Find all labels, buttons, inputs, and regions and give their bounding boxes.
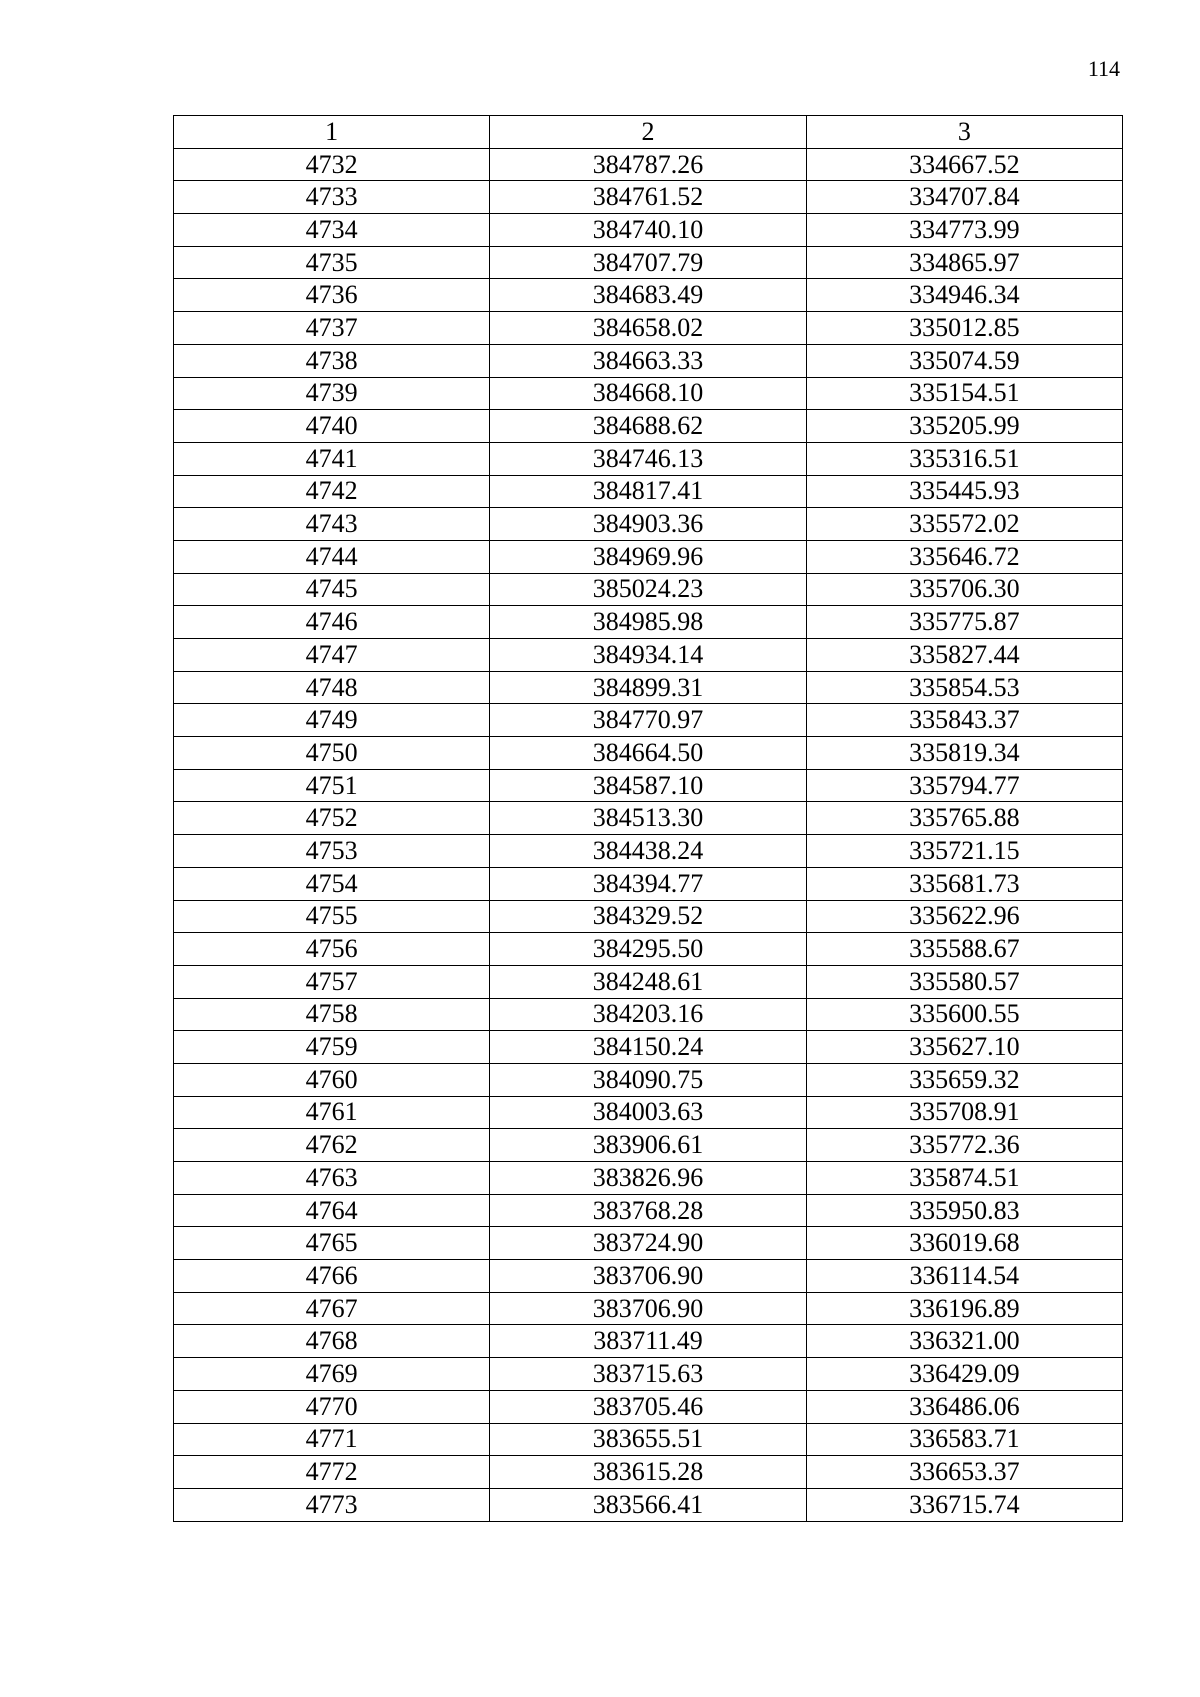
page-number: 114 — [1087, 56, 1120, 81]
table-row — [174, 1096, 1123, 1129]
x-coordinate-cell: 383706.90 — [490, 1260, 806, 1293]
x-coordinate-cell: 384248.61 — [490, 965, 806, 998]
y-coordinate-cell: 336715.74 — [806, 1488, 1122, 1521]
y-coordinate-cell: 336583.71 — [806, 1423, 1122, 1456]
x-coordinate-cell: 383724.90 — [490, 1227, 806, 1260]
table-row — [174, 933, 1123, 966]
y-coordinate-cell: 335843.37 — [806, 704, 1122, 737]
point-number-cell: 4761 — [174, 1096, 490, 1129]
point-number-cell: 4754 — [174, 867, 490, 900]
table-row — [174, 1488, 1123, 1521]
x-coordinate-cell: 384295.50 — [490, 933, 806, 966]
point-number-cell: 4738 — [174, 344, 490, 377]
point-number-cell: 4741 — [174, 442, 490, 475]
x-coordinate-cell: 383711.49 — [490, 1325, 806, 1358]
point-number-cell: 4769 — [174, 1358, 490, 1391]
point-number-cell: 4751 — [174, 769, 490, 802]
point-number-cell: 4753 — [174, 835, 490, 868]
x-coordinate-cell: 383706.90 — [490, 1292, 806, 1325]
table-row — [174, 1260, 1123, 1293]
table-row — [174, 214, 1123, 247]
table-row — [174, 1423, 1123, 1456]
table-header — [174, 116, 1123, 149]
y-coordinate-cell: 335600.55 — [806, 998, 1122, 1031]
point-number-cell: 4749 — [174, 704, 490, 737]
point-number-cell: 4756 — [174, 933, 490, 966]
x-coordinate-cell: 384817.41 — [490, 475, 806, 508]
point-number-cell: 4740 — [174, 410, 490, 443]
y-coordinate-cell: 334865.97 — [806, 246, 1122, 279]
point-number-cell: 4746 — [174, 606, 490, 639]
x-coordinate-cell: 384985.98 — [490, 606, 806, 639]
y-coordinate-cell: 335646.72 — [806, 540, 1122, 573]
y-coordinate-cell: 336019.68 — [806, 1227, 1122, 1260]
point-number-cell: 4732 — [174, 148, 490, 181]
point-number-cell: 4747 — [174, 639, 490, 672]
y-coordinate-cell: 335205.99 — [806, 410, 1122, 443]
x-coordinate-cell: 383615.28 — [490, 1456, 806, 1489]
table-row — [174, 867, 1123, 900]
table-row — [174, 704, 1123, 737]
column-header-2: 2 — [490, 116, 806, 149]
point-number-cell: 4772 — [174, 1456, 490, 1489]
x-coordinate-cell: 384761.52 — [490, 181, 806, 214]
point-number-cell: 4760 — [174, 1063, 490, 1096]
point-number-cell: 4763 — [174, 1162, 490, 1195]
y-coordinate-cell: 334667.52 — [806, 148, 1122, 181]
table-row — [174, 1292, 1123, 1325]
y-coordinate-cell: 335854.53 — [806, 671, 1122, 704]
point-number-cell: 4765 — [174, 1227, 490, 1260]
x-coordinate-cell: 384969.96 — [490, 540, 806, 573]
point-number-cell: 4771 — [174, 1423, 490, 1456]
y-coordinate-cell: 335819.34 — [806, 737, 1122, 770]
point-number-cell: 4758 — [174, 998, 490, 1031]
y-coordinate-cell: 335874.51 — [806, 1162, 1122, 1195]
x-coordinate-cell: 384787.26 — [490, 148, 806, 181]
y-coordinate-cell: 335775.87 — [806, 606, 1122, 639]
table-body — [174, 148, 1123, 1521]
x-coordinate-cell: 384668.10 — [490, 377, 806, 410]
y-coordinate-cell: 336114.54 — [806, 1260, 1122, 1293]
y-coordinate-cell: 335074.59 — [806, 344, 1122, 377]
table-row — [174, 737, 1123, 770]
table-row — [174, 475, 1123, 508]
table-row — [174, 1194, 1123, 1227]
point-number-cell: 4764 — [174, 1194, 490, 1227]
point-number-cell: 4757 — [174, 965, 490, 998]
y-coordinate-cell: 335627.10 — [806, 1031, 1122, 1064]
table-row — [174, 508, 1123, 541]
point-number-cell: 4739 — [174, 377, 490, 410]
x-coordinate-cell: 384903.36 — [490, 508, 806, 541]
x-coordinate-cell: 384003.63 — [490, 1096, 806, 1129]
table-row — [174, 1227, 1123, 1260]
table-row — [174, 1456, 1123, 1489]
y-coordinate-cell: 335708.91 — [806, 1096, 1122, 1129]
x-coordinate-cell: 384090.75 — [490, 1063, 806, 1096]
column-header-3: 3 — [806, 116, 1122, 149]
point-number-cell: 4736 — [174, 279, 490, 312]
point-number-cell: 4773 — [174, 1488, 490, 1521]
x-coordinate-cell: 384394.77 — [490, 867, 806, 900]
x-coordinate-cell: 383655.51 — [490, 1423, 806, 1456]
y-coordinate-cell: 335012.85 — [806, 312, 1122, 345]
point-number-cell: 4759 — [174, 1031, 490, 1064]
point-number-cell: 4762 — [174, 1129, 490, 1162]
x-coordinate-cell: 384203.16 — [490, 998, 806, 1031]
y-coordinate-cell: 335588.67 — [806, 933, 1122, 966]
x-coordinate-cell: 384688.62 — [490, 410, 806, 443]
y-coordinate-cell: 335445.93 — [806, 475, 1122, 508]
table-row — [174, 344, 1123, 377]
y-coordinate-cell: 336486.06 — [806, 1390, 1122, 1423]
table-row — [174, 769, 1123, 802]
x-coordinate-cell: 384746.13 — [490, 442, 806, 475]
table-row — [174, 998, 1123, 1031]
x-coordinate-cell: 384664.50 — [490, 737, 806, 770]
point-number-cell: 4734 — [174, 214, 490, 247]
column-header-1: 1 — [174, 116, 490, 149]
y-coordinate-cell: 335950.83 — [806, 1194, 1122, 1227]
point-number-cell: 4745 — [174, 573, 490, 606]
point-number-cell: 4735 — [174, 246, 490, 279]
table-row — [174, 540, 1123, 573]
y-coordinate-cell: 335681.73 — [806, 867, 1122, 900]
table-row — [174, 802, 1123, 835]
point-number-cell: 4737 — [174, 312, 490, 345]
table-row — [174, 377, 1123, 410]
table-row — [174, 639, 1123, 672]
point-number-cell: 4752 — [174, 802, 490, 835]
point-number-cell: 4742 — [174, 475, 490, 508]
x-coordinate-cell: 384438.24 — [490, 835, 806, 868]
table-row — [174, 312, 1123, 345]
point-number-cell: 4750 — [174, 737, 490, 770]
point-number-cell: 4755 — [174, 900, 490, 933]
table-row — [174, 1162, 1123, 1195]
y-coordinate-cell: 335706.30 — [806, 573, 1122, 606]
table-row — [174, 900, 1123, 933]
table-row — [174, 1129, 1123, 1162]
x-coordinate-cell: 384707.79 — [490, 246, 806, 279]
y-coordinate-cell: 334773.99 — [806, 214, 1122, 247]
point-number-cell: 4770 — [174, 1390, 490, 1423]
x-coordinate-cell: 383906.61 — [490, 1129, 806, 1162]
y-coordinate-cell: 336429.09 — [806, 1358, 1122, 1391]
x-coordinate-cell: 383826.96 — [490, 1162, 806, 1195]
table-row — [174, 181, 1123, 214]
x-coordinate-cell: 383566.41 — [490, 1488, 806, 1521]
x-coordinate-cell: 384770.97 — [490, 704, 806, 737]
x-coordinate-cell: 384587.10 — [490, 769, 806, 802]
point-number-cell: 4768 — [174, 1325, 490, 1358]
table-row — [174, 1063, 1123, 1096]
table-row — [174, 1358, 1123, 1391]
x-coordinate-cell: 384513.30 — [490, 802, 806, 835]
y-coordinate-cell: 336653.37 — [806, 1456, 1122, 1489]
table-row — [174, 279, 1123, 312]
point-number-cell: 4766 — [174, 1260, 490, 1293]
y-coordinate-cell: 335580.57 — [806, 965, 1122, 998]
x-coordinate-cell: 384150.24 — [490, 1031, 806, 1064]
point-number-cell: 4767 — [174, 1292, 490, 1325]
y-coordinate-cell: 335622.96 — [806, 900, 1122, 933]
point-number-cell: 4748 — [174, 671, 490, 704]
y-coordinate-cell: 335772.36 — [806, 1129, 1122, 1162]
y-coordinate-cell: 336196.89 — [806, 1292, 1122, 1325]
coordinates-table — [173, 115, 1123, 1522]
table-row — [174, 573, 1123, 606]
y-coordinate-cell: 334946.34 — [806, 279, 1122, 312]
point-number-cell: 4743 — [174, 508, 490, 541]
x-coordinate-cell: 383768.28 — [490, 1194, 806, 1227]
y-coordinate-cell: 335154.51 — [806, 377, 1122, 410]
x-coordinate-cell: 383705.46 — [490, 1390, 806, 1423]
x-coordinate-cell: 384663.33 — [490, 344, 806, 377]
x-coordinate-cell: 384329.52 — [490, 900, 806, 933]
x-coordinate-cell: 384899.31 — [490, 671, 806, 704]
table-row — [174, 442, 1123, 475]
x-coordinate-cell: 384658.02 — [490, 312, 806, 345]
table-row — [174, 606, 1123, 639]
x-coordinate-cell: 384934.14 — [490, 639, 806, 672]
table-row — [174, 246, 1123, 279]
x-coordinate-cell: 383715.63 — [490, 1358, 806, 1391]
table-row — [174, 410, 1123, 443]
table-row — [174, 1031, 1123, 1064]
x-coordinate-cell: 384683.49 — [490, 279, 806, 312]
y-coordinate-cell: 335721.15 — [806, 835, 1122, 868]
y-coordinate-cell: 335765.88 — [806, 802, 1122, 835]
table-row — [174, 1325, 1123, 1358]
table-row — [174, 1390, 1123, 1423]
y-coordinate-cell: 335316.51 — [806, 442, 1122, 475]
y-coordinate-cell: 336321.00 — [806, 1325, 1122, 1358]
table-row — [174, 965, 1123, 998]
x-coordinate-cell: 385024.23 — [490, 573, 806, 606]
table-row — [174, 148, 1123, 181]
y-coordinate-cell: 335572.02 — [806, 508, 1122, 541]
y-coordinate-cell: 335794.77 — [806, 769, 1122, 802]
table-row — [174, 835, 1123, 868]
y-coordinate-cell: 335659.32 — [806, 1063, 1122, 1096]
point-number-cell: 4744 — [174, 540, 490, 573]
table-row — [174, 671, 1123, 704]
x-coordinate-cell: 384740.10 — [490, 214, 806, 247]
point-number-cell: 4733 — [174, 181, 490, 214]
y-coordinate-cell: 334707.84 — [806, 181, 1122, 214]
table-header-row — [174, 116, 1123, 149]
y-coordinate-cell: 335827.44 — [806, 639, 1122, 672]
